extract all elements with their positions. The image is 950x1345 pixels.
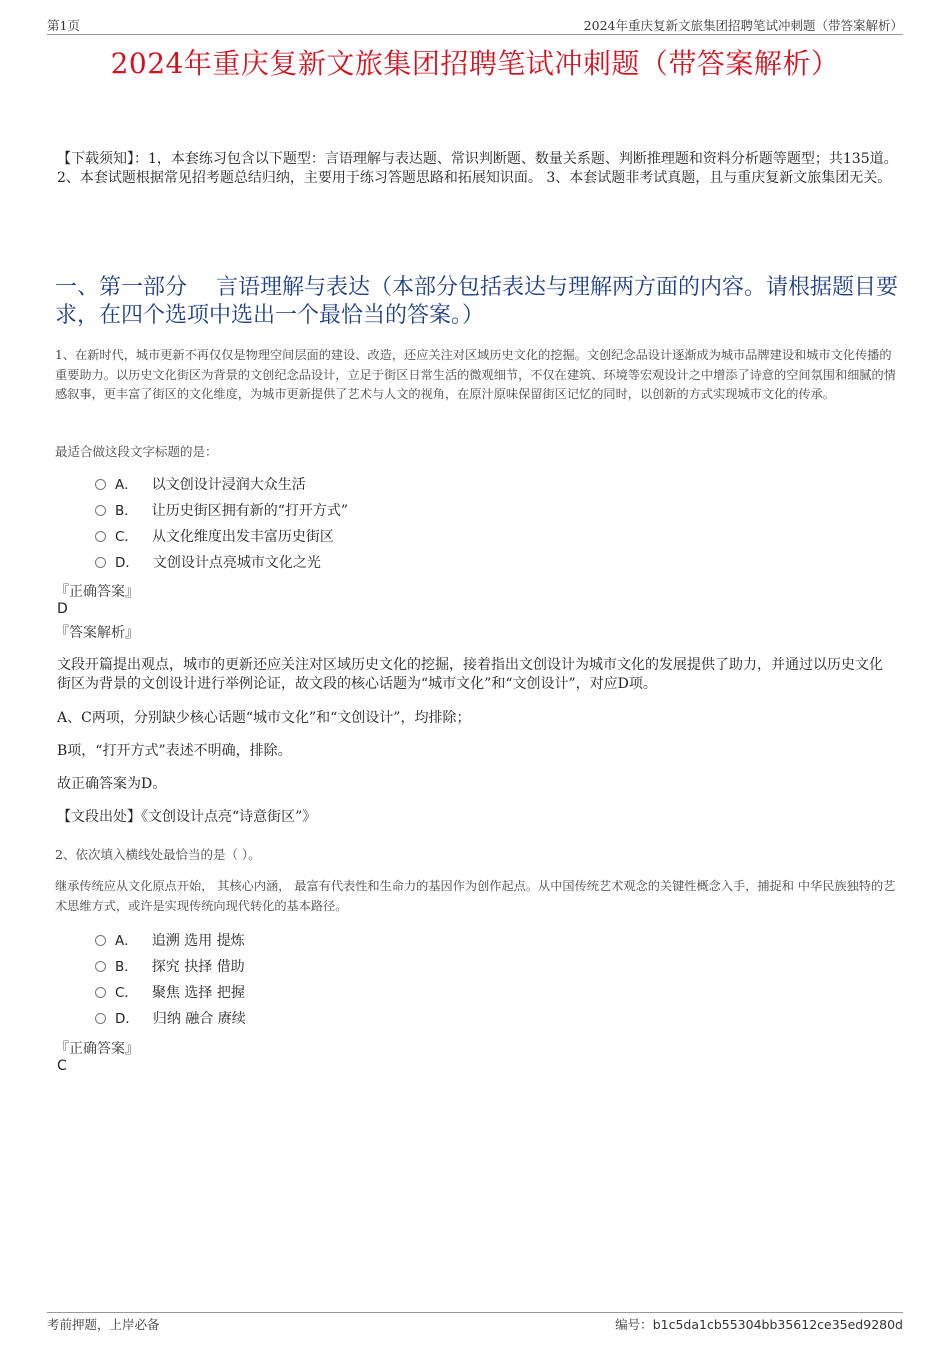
radio-icon[interactable] [95,557,106,568]
radio-icon[interactable] [95,531,106,542]
q1-analysis-para-4: 故正确答案为D。 [57,776,167,792]
q2-answer-label: 『正确答案』 [55,1041,139,1057]
q2-question: 2、依次填入横线处最恰当的是（ ）。 [55,847,261,862]
q1-analysis-para-1: 文段开篇提出观点，城市的更新还应关注对区域历史文化的挖掘，接着指出文创设计为城市文化的发展提供了助力，并通过以历史文化街区为背景的文创设计进行举例论证，故文段的核心话题为“城市文化”和“文创设计”，对应D项。 [57,657,883,692]
header-doc-title: 2024年重庆复新文旅集团招聘笔试冲刺题（带答案解析） [583,18,903,33]
q2-option-b[interactable]: B． 探究 抉择 借助 [95,957,245,977]
q2-option-a[interactable]: A． 追溯 选用 提炼 [95,931,245,951]
page-header [47,14,903,35]
q1-analysis-para-2: A、C两项，分别缺少核心话题“城市文化”和“文创设计”，均排除； [57,710,471,726]
radio-icon[interactable] [95,505,106,516]
page-number: 第1页 [47,18,80,33]
q1-source: 【文段出处】《文创设计点亮“诗意街区”》 [57,809,317,825]
q1-analysis-para-3: B项，“打开方式”表述不明确，排除。 [57,743,292,759]
radio-icon[interactable] [95,935,106,946]
q1-answer-label: 『正确答案』 [55,584,139,600]
footer-code: 编号：b1c5da1cb55304bb35612ce35ed9280d [615,1317,903,1332]
document-title: 2024年重庆复新文旅集团招聘笔试冲刺题（带答案解析） [110,47,840,80]
radio-icon[interactable] [95,1013,106,1024]
q2-answer-value: C [57,1058,67,1074]
page-footer [47,1312,903,1335]
radio-icon[interactable] [95,961,106,972]
q1-option-d[interactable]: D． 文创设计点亮城市文化之光 [95,553,321,573]
q1-passage: 1、在新时代，城市更新不再仅仅是物理空间层面的建设、改造，还应关注对区域历史文化的挖掘。文创纪念品设计逐渐成为城市品牌建设和城市文化传播的重要助力。以历史文化街区为背景的文创纪念品设计，立足于街区日常生活的微观细节，不仅在建筑、环境等宏观设计之中增添了诗意的空间氛围和细腻的情感叙事，更丰富了街区的文化维度，为城市更新提供了艺术与人文的视角，在原汁原味保留街区记忆的同时，以创新的方式实现城市文化的传承。 [55,348,896,401]
section-heading: 一、第一部分 言语理解与表达（本部分包括表达与理解两方面的内容。请根据题目要求，在四个选项中选出一个最恰当的答案。） [55,275,898,328]
q1-answer-value: D [57,601,68,617]
q2-passage: 继承传统应从文化原点开始， 其核心内涵， 最富有代表性和生命力的基因作为创作起点。从中国传统艺术观念的关键性概念入手，捕捉和 中华民族独特的艺术思维方式，或许是实现传统向现代转化的基本路径。 [55,879,896,913]
download-notice: 【下载须知】：1，本套练习包含以下题型：言语理解与表达题、常识判断题、数量关系题、判断推理题和资料分析题等题型；共135道。 2、本套试题根据常见招考题总结归纳，主要用于练习答题思路和拓展知识面。 3、本套试题非考试真题，且与重庆复新文旅集团无关。 [57,151,898,186]
q2-option-d[interactable]: D． 归纳 融合 赓续 [95,1009,246,1029]
radio-icon[interactable] [95,987,106,998]
q1-option-a[interactable]: A． 以文创设计浸润大众生活 [95,475,306,495]
q2-option-c[interactable]: C． 聚焦 选择 把握 [95,983,245,1003]
q1-analysis-label: 『答案解析』 [55,625,139,641]
q1-question: 最适合做这段文字标题的是： [55,444,218,459]
radio-icon[interactable] [95,479,106,490]
footer-slogan: 考前押题，上岸必备 [47,1317,160,1332]
q1-option-b[interactable]: B． 让历史街区拥有新的“打开方式” [95,501,348,521]
q1-option-c[interactable]: C． 从文化维度出发丰富历史街区 [95,527,334,547]
